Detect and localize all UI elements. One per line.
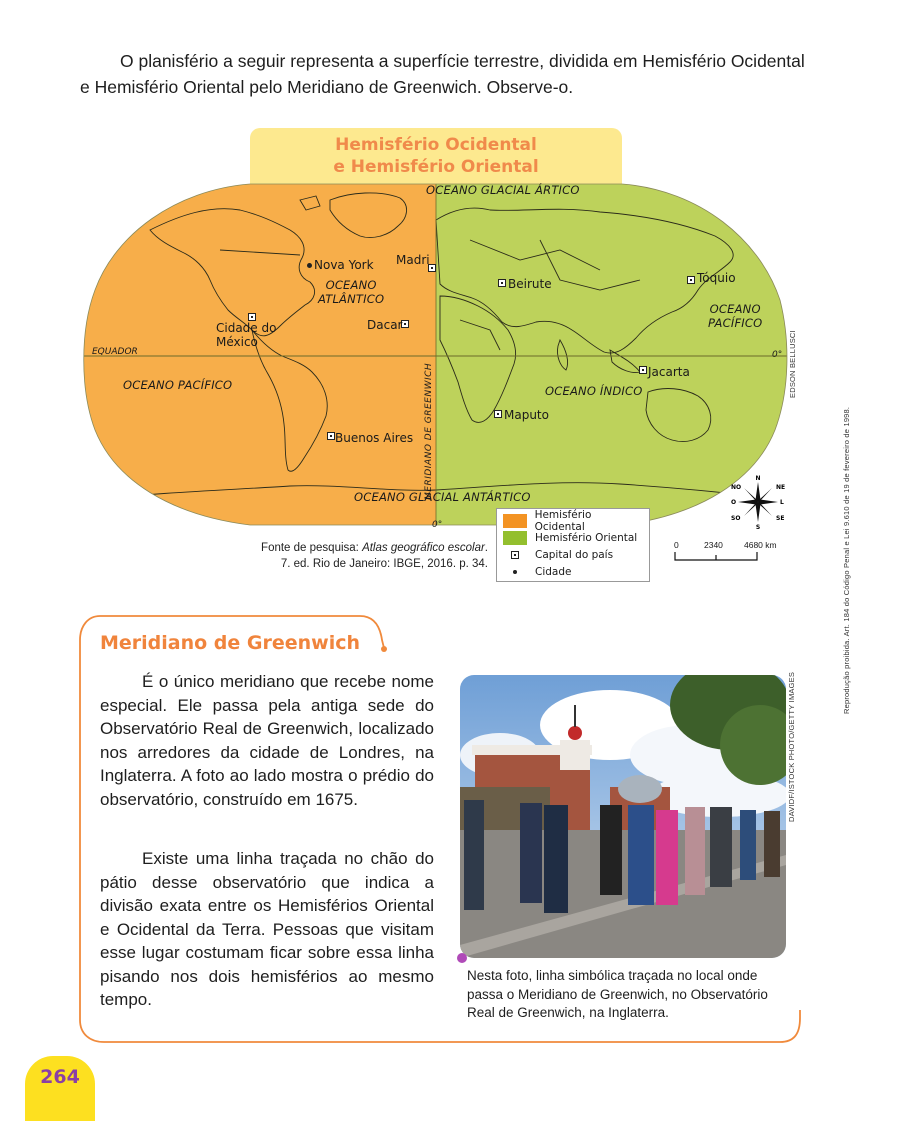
legend-label-capital: Capital do país [535,548,614,561]
city-label-cidade-mexico [216,321,276,349]
map-source-line2: 7. ed. Rio de Janeiro: IBGE, 2016. p. 34. [280,558,488,570]
map-source-prefix: Fonte de pesquisa: [261,542,363,554]
legend-label-city: Cidade [535,565,572,578]
map-credit: EDSON BELLUSCI [788,330,797,398]
city-label-buenos-aires: Buenos Aires [335,431,414,445]
compass-o: O [731,499,737,506]
capital-marker-icon [498,279,506,287]
scale-line [674,552,764,562]
ocean-label-atlantic-line1: OCEANO [325,278,377,292]
compass-so: SO [731,515,741,522]
scale-tick-0: 0 [674,540,679,550]
city-label-toquio: Tóquio [697,271,736,285]
capital-marker-icon [248,313,256,321]
legend-item-capital [503,546,643,563]
meridian-degree-label: 0° [432,520,443,530]
ocean-label-pacific-west: OCEANO PACÍFICO [123,378,233,392]
equator-degree-label: 0° [772,350,783,360]
city-label-cidade-mexico-line1: Cidade do [216,321,277,335]
city-dot-icon [307,263,312,268]
photo-caption: Nesta foto, linha simbólica traçada no local onde passa o Meridiano de Greenwich, no Observatório Real de Greenwich, na Inglaterra. [467,968,768,1020]
map-legend [496,508,650,582]
capital-marker-icon [511,551,519,559]
map-title-line2: e Hemisfério Oriental [333,157,539,177]
map-source [261,540,488,572]
ocean-label-indian: OCEANO ÍNDICO [545,384,643,398]
compass-se: SE [776,515,785,522]
compass-rose-icon [730,474,786,530]
scale-tick-1: 2340 [704,540,723,550]
intro-paragraph: O planisfério a seguir representa a superfície terrestre, dividida em Hemisfério Ocidental e Hemisfério Oriental pelo Meridiano de Greenwich. Observe-o. [80,51,805,97]
capital-marker-icon [494,410,502,418]
city-label-madri: Madri [396,253,430,267]
box-paragraph-1 [100,670,434,811]
legend-item-eastern [503,529,643,546]
scale-tick-2: 4680 km [744,540,777,550]
ocean-label-pacific-east-line1: OCEANO [709,302,761,316]
map-title-line1: Hemisfério Ocidental [335,135,537,155]
map-source-line1 [261,540,488,556]
box-paragraph-1-text: É o único meridiano que recebe nome especial. Ele passa pela antiga sede do Observatório Real de Greenwich, localizado nos arredores da cidade de Londres, na Inglaterra. A foto ao lado mostra o prédio do observatório, construído em 1675. [100,672,434,809]
compass-l: L [780,499,784,506]
city-label-nova-york: Nova York [314,258,374,272]
map-source-suffix: . [484,542,488,554]
compass-s: S [755,524,761,530]
capital-marker-icon [639,366,647,374]
ocean-label-pacific-east [708,302,762,330]
legend-swatch-western [503,514,527,528]
city-label-maputo: Maputo [504,408,549,422]
observatory-photo [460,675,786,958]
legend-item-western [503,508,643,533]
scale-bar [674,540,784,564]
ocean-label-atlantic [318,278,384,306]
greenwich-meridian-label: MERIDIANO DE GREENWICH [424,362,434,500]
capital-marker-icon [687,276,695,284]
legend-swatch-eastern [503,531,527,545]
box-title: Meridiano de Greenwich [100,632,361,654]
city-label-dacar: Dacar [367,318,403,332]
map-source-title: Atlas geográfico escolar [362,542,485,554]
ocean-label-arctic: OCEANO GLACIAL ÁRTICO [426,183,580,197]
city-dot-icon [513,570,517,574]
caption-bullet-icon [457,953,467,963]
observatory-photo-illustration [460,675,786,958]
equator-label: EQUADOR [92,347,138,357]
box-paragraph-2 [100,847,434,1012]
city-label-jacarta: Jacarta [648,365,690,379]
copyright-notice: Reprodução proibida. Art. 184 do Código Penal e Lei 9.610 de 19 de fevereiro de 1998. [842,406,851,714]
legend-label-eastern: Hemisfério Oriental [535,531,638,544]
ocean-label-pacific-east-line2: PACÍFICO [708,316,763,330]
compass-n: N [755,475,761,482]
capital-marker-icon [327,432,335,440]
compass-ne: NE [776,484,786,491]
city-label-beirute: Beirute [508,277,552,291]
page-number: 264 [25,1056,95,1121]
photo-credit: DAVIDF/ISTOCK PHOTO/GETTY IMAGES [787,671,796,822]
legend-label-western: Hemisfério Ocidental [534,508,592,533]
box-paragraph-2-text: Existe uma linha traçada no chão do pátio desse observatório que indica a divisão exata entre os Hemisférios Oriental e Ocidental da Terra. Pessoas que visitam esse lugar costumam ficar sobre essa linha pisando nos dois hemisférios ao mesmo tempo. [100,849,434,1009]
compass-no: NO [731,484,742,491]
legend-item-city [503,563,643,580]
ocean-label-antarctic: OCEANO GLACIAL ANTÁRTICO [354,490,531,504]
city-label-cidade-mexico-line2: México [216,335,258,349]
ocean-label-atlantic-line2: ATLÂNTICO [318,292,385,306]
